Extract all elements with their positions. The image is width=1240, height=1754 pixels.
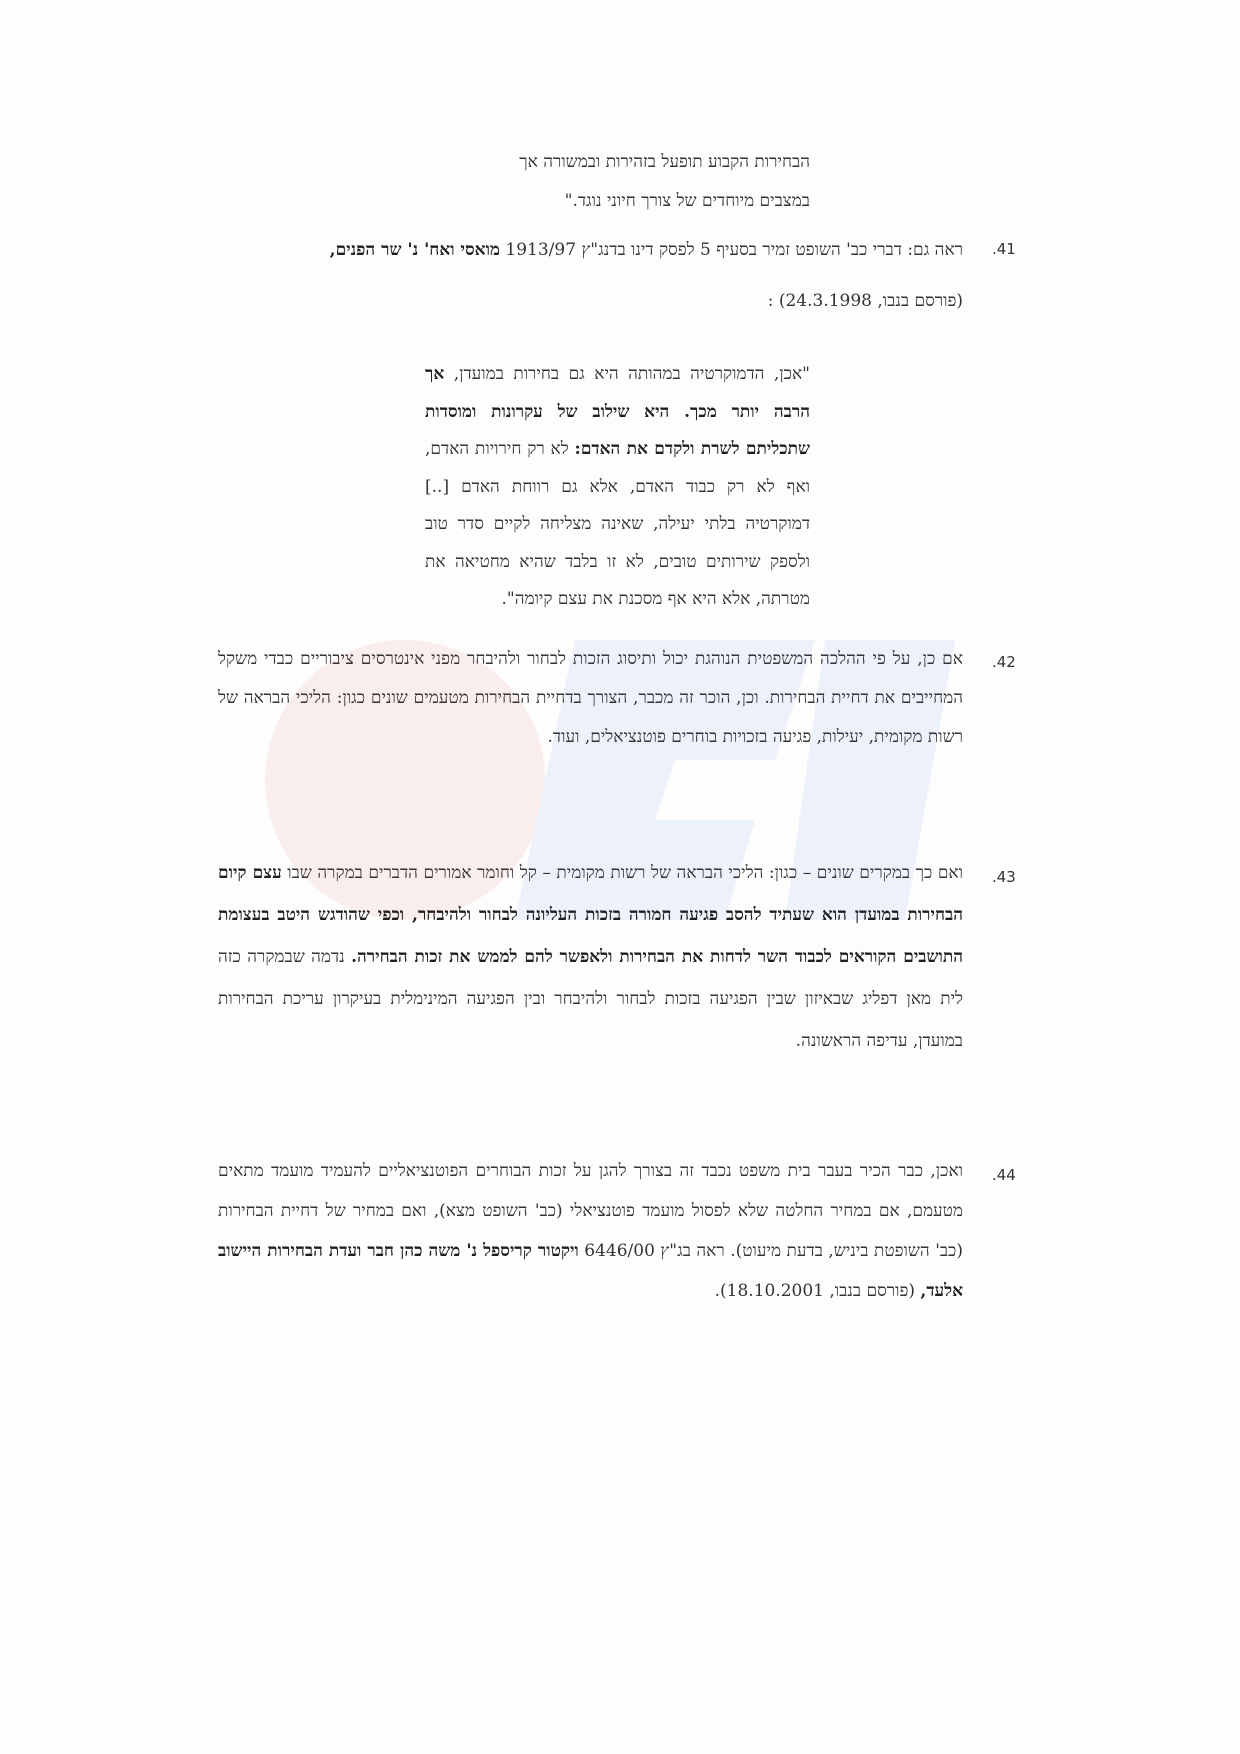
paragraph-number-44: .44: [992, 1166, 1016, 1184]
paragraph-41-case-name: מואסי ואח' נ' שר הפנים,: [329, 240, 501, 260]
paragraph-44-case-name: ויקטור קריספל נ' משה כהן חבר ועדת הבחירות היישוב אלעד,: [218, 1241, 963, 1301]
quote-line-1: הבחירות הקבוע תופעל בזהירות ובמשורה אך: [519, 152, 810, 172]
paragraph-43-text-1: ואם כך במקרים שונים – כגון: הליכי הבראה של רשות מקומית – קל וחומר אמורים הדברים במקרה שבו: [281, 863, 963, 883]
paragraph-41: [218, 230, 963, 322]
paragraph-number-42: .42: [992, 653, 1016, 671]
quote-democracy-part-1: "אכן, הדמוקרטיה במהותה היא גם בחירות במועדן,: [444, 364, 810, 384]
quote-democracy: [425, 356, 810, 619]
paragraph-43-text-2: נדמה שבמקרה כזה לית מאן דפליג שבאיזון שבין הפגיעה בזכות לבחור ולהיבחר ובין הפגיעה המינימלית בעיקרון עריכת הבחירות במועדן, עדיפה הראשונה.: [218, 947, 963, 1051]
quote-line-2: במצבים מיוחדים של צורך חיוני נוגד.": [564, 191, 810, 211]
paragraph-43-emphasis: עצם קיום הבחירות במועדן הוא שעתיד להסב פגיעה חמורה בזכות העליונה לבחור ולהיבחר, וכפי שהודגש היטב בעצומת התושבים הקוראים לכבוד השר לדחות את הבחירות ולאפשר להם לממש את זכות הבחירה.: [218, 863, 963, 967]
paragraph-number-41: .41: [992, 240, 1016, 258]
paragraph-44: [218, 1151, 963, 1311]
quote-democracy-emphasis: אך הרבה יותר מכך. היא שילוב של עקרונות ומוסדות שתכליתם לשרת ולקדם את האדם:: [425, 364, 811, 459]
paragraph-41-citation: (פורסם בנבו, 24.3.1998) :: [767, 291, 963, 311]
paragraph-44-text-2: (פורסם בנבו, 18.10.2001).: [714, 1281, 921, 1301]
paragraph-44-text-1: ואכן, כבר הכיר בעבר בית משפט נכבד זה בצורך להגן על זכות הבוחרים הפוטנציאליים להעמיד מועמד מתאים מטעמם, אם במחיר החלטה שלא לפסול מועמד פוטנציאלי (כב' השופט מצא), ואם במחיר של דחיית הבחירות (כב' השופטת ביניש, בדעת מיעוט). ראה בג"ץ 6446/00: [218, 1161, 963, 1261]
quote-continuation: [425, 143, 810, 221]
paragraph-number-43: .43: [992, 868, 1016, 886]
quote-democracy-part-2: לא רק חירויות האדם, ואף לא רק כבוד האדם, אלא גם רווחת האדם [..] דמוקרטיה בלתי יעילה, שאינה מצליחה לקיים סדר טוב ולספק שירותים טובים, לא זו בלבד שהיא מחטיאה את מטרתה, אלא היא אף מסכנת את עצם קיומה".: [425, 439, 810, 609]
paragraph-41-text: ראה גם: דברי כב' השופט זמיר בסעיף 5 לפסק דינו בדנג"ץ 1913/97: [500, 240, 963, 260]
paragraph-42: אם כן, על פי ההלכה המשפטית הנוהגת יכול ותיסוג הזכות לבחור ולהיבחר מפני אינטרסים ציבוריים כבדי משקל המחייבים את דחיית הבחירות. וכן, הוכר זה מכבר, הצורך בדחיית הבחירות מטעמים שונים כגון: הליכי הבראה של רשות מקומית, יעילות, פגיעה בזכויות בוחרים פוטנציאלים, ועוד.: [218, 649, 963, 747]
paragraph-43: [218, 852, 963, 1062]
